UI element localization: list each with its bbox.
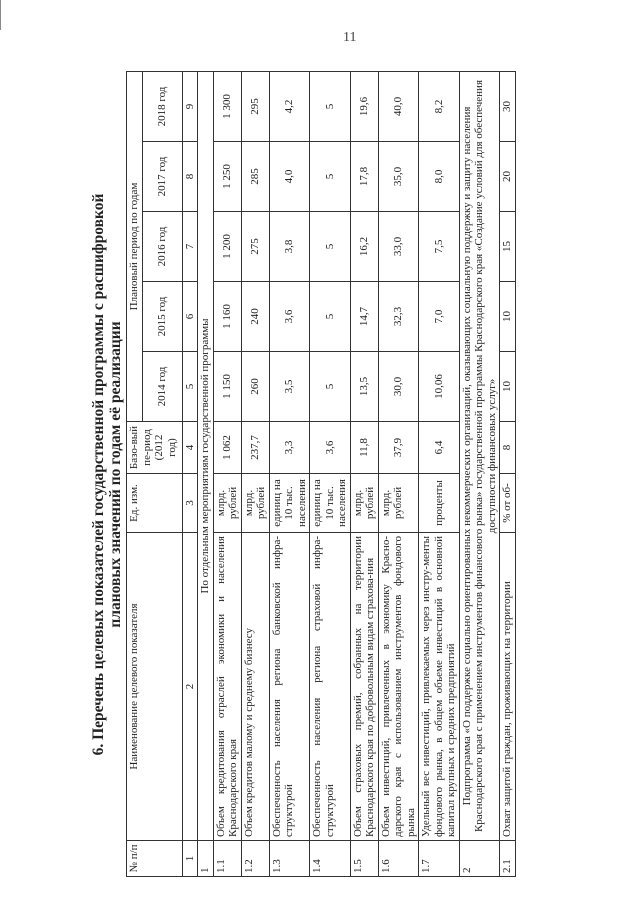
column-number: 5 (182, 352, 198, 422)
row-num: 1.5 (350, 841, 378, 877)
row-value: 15 (500, 212, 516, 282)
row-value: 5 (310, 212, 351, 282)
column-number: 1 (182, 841, 198, 877)
section-title: Подпрограмма «О поддержке социально ориентированных некоммерческих организаций, оказывающих социальную поддержку и защиту населения Краснодарского края с применением инструментов финансового рынка» государственной программы Краснодарского края «Создание условий для обеспечения доступности финансовых услуг» (459, 72, 500, 841)
row-value: 240 (241, 282, 269, 352)
row-value: 260 (241, 352, 269, 422)
row-num: 1.2 (241, 841, 269, 877)
row-unit: единиц на 10 тыс. населения (310, 474, 351, 533)
row-base: 1 062 (213, 422, 241, 474)
row-name: Обеспеченность населения региона страховой инфра-структурой (310, 533, 351, 841)
row-unit: млрд. рублей (241, 474, 269, 533)
title-line-1: 6. Перечень целевых показателей государственной программы с расшифровкой (90, 193, 107, 756)
row-unit: % от об- (500, 474, 516, 533)
section-title: По отдельным мероприятиям государственной программы (198, 72, 214, 841)
row-unit: млрд. рублей (378, 474, 419, 533)
row-value: 285 (241, 142, 269, 212)
row-value: 1 250 (213, 142, 241, 212)
row-base: 11,8 (350, 422, 378, 474)
row-name: Обеспеченность населения региона банковской инфра-структурой (269, 533, 310, 841)
row-value: 19,6 (350, 72, 378, 142)
row-value: 10 (500, 282, 516, 352)
row-value: 7,0 (419, 282, 460, 352)
table-row (241, 72, 269, 877)
header-year: 2016 год (142, 212, 182, 282)
header-base: Базо-вый пе-риод (2012 год) (127, 422, 183, 474)
row-num: 1.3 (269, 841, 310, 877)
row-value: 35,0 (378, 142, 419, 212)
column-number: 9 (182, 72, 198, 142)
row-num: 1.4 (310, 841, 351, 877)
row-value: 1 300 (213, 72, 241, 142)
row-value: 3,8 (269, 212, 310, 282)
row-base: 3,3 (269, 422, 310, 474)
document-title (90, 72, 124, 877)
row-value: 4,0 (269, 142, 310, 212)
row-name: Объем кредитов малому и среднему бизнесу (241, 533, 269, 841)
column-numbers-row (182, 72, 198, 877)
row-value: 33,0 (378, 212, 419, 282)
row-value: 3,5 (269, 352, 310, 422)
page-number: 11 (343, 30, 357, 45)
table-row (500, 72, 516, 877)
row-base: 6,4 (419, 422, 460, 474)
row-value: 1 150 (213, 352, 241, 422)
section-num: 1 (198, 841, 214, 877)
header-name: Наименование целевого показателя (127, 533, 183, 841)
row-num: 1.1 (213, 841, 241, 877)
table-row (350, 72, 378, 877)
column-number: 2 (182, 533, 198, 841)
row-value: 10,06 (419, 352, 460, 422)
row-value: 7,5 (419, 212, 460, 282)
row-unit: млрд. рублей (350, 474, 378, 533)
header-row (127, 72, 143, 877)
row-value: 1 200 (213, 212, 241, 282)
row-name: Объем кредитования отраслей экономики и населения Краснодарского края (213, 533, 241, 841)
row-value: 10 (500, 352, 516, 422)
row-value: 5 (310, 142, 351, 212)
table-row (269, 72, 310, 877)
row-value: 20 (500, 142, 516, 212)
column-number: 7 (182, 212, 198, 282)
table-row (378, 72, 419, 877)
header-year: 2018 год (142, 72, 182, 142)
section-row (198, 72, 214, 877)
rotated-page-content (90, 72, 605, 877)
row-value: 1 160 (213, 282, 241, 352)
header-unit: Ед. изм. (127, 474, 183, 533)
column-number: 8 (182, 142, 198, 212)
row-unit: проценты (419, 474, 460, 533)
header-year: 2015 год (142, 282, 182, 352)
header-year: 2014 год (142, 352, 182, 422)
page-edge-mark (0, 0, 1, 30)
row-value: 17,8 (350, 142, 378, 212)
section-num: 2 (459, 841, 500, 877)
row-num: 1.6 (378, 841, 419, 877)
indicators-table (126, 71, 516, 877)
header-plan: Плановый период по годам (127, 72, 143, 422)
row-value: 8,0 (419, 142, 460, 212)
row-value: 295 (241, 72, 269, 142)
table-row (213, 72, 241, 877)
row-value: 32,3 (378, 282, 419, 352)
row-name: Объем страховых премий, собранных на территории Краснодарского края по добровольным видам страхова-ния (350, 533, 378, 841)
row-name: Объем инвестиций, привлеченных в экономику Красно-дарского края с использованием инструментов фондового рынка (378, 533, 419, 841)
column-number: 6 (182, 282, 198, 352)
column-number: 3 (182, 474, 198, 533)
table-row (310, 72, 351, 877)
section-row (459, 72, 500, 877)
header-num: № п/п (127, 841, 183, 877)
row-value: 5 (310, 282, 351, 352)
column-number: 4 (182, 422, 198, 474)
row-unit: единиц на 10 тыс. населения (269, 474, 310, 533)
row-unit: млрд. рублей (213, 474, 241, 533)
row-base: 8 (500, 422, 516, 474)
row-value: 16,2 (350, 212, 378, 282)
row-num: 2.1 (500, 841, 516, 877)
row-base: 37,9 (378, 422, 419, 474)
row-value: 5 (310, 352, 351, 422)
row-name: Удельный вес инвестиций, привлекаемых через инстру-менты фондового рынка, в общем объеме инвестиций в основной капитал крупных и средних предприятий (419, 533, 460, 841)
table-row (419, 72, 460, 877)
row-value: 30 (500, 72, 516, 142)
row-value: 8,2 (419, 72, 460, 142)
row-value: 14,7 (350, 282, 378, 352)
row-value: 13,5 (350, 352, 378, 422)
row-value: 30,0 (378, 352, 419, 422)
row-name: Охват защитой граждан, проживающих на территории (500, 533, 516, 841)
title-line-2: плановых значений по годам её реализации (107, 321, 124, 628)
row-value: 3,6 (269, 282, 310, 352)
row-num: 1.7 (419, 841, 460, 877)
header-year: 2017 год (142, 142, 182, 212)
row-value: 4,2 (269, 72, 310, 142)
row-base: 3,6 (310, 422, 351, 474)
row-value: 5 (310, 72, 351, 142)
row-value: 40,0 (378, 72, 419, 142)
row-base: 237,7 (241, 422, 269, 474)
row-value: 275 (241, 212, 269, 282)
